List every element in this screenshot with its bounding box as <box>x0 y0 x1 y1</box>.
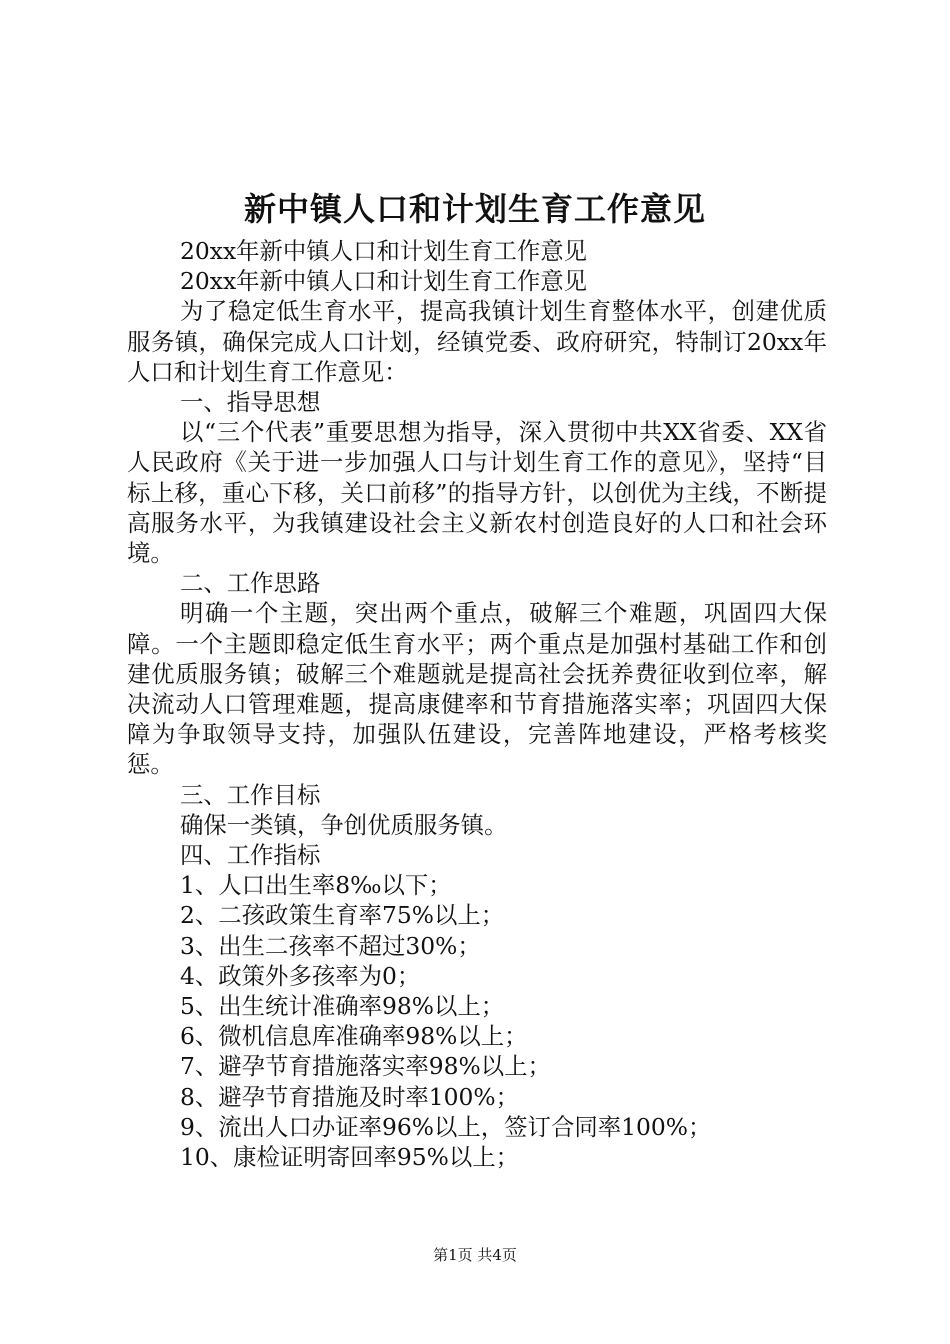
list-item: 1、人口出生率8‰以下； <box>180 871 452 900</box>
list-item: 9、流出人口办证率96%以上，签订合同率100%； <box>180 1112 712 1141</box>
section-heading: 二、工作思路 <box>180 569 321 598</box>
body-paragraph: 以“三个代表”重要思想为指导，深入贯彻中共XX省委、XX省人民政府《关于进一步加强人口与计划生育工作的意见》，坚持“目标上移，重心下移，关口前移”的指导方针，以创优为主线，不断提高服务水平，为我镇建设社会主义新农村创造良好的人口和社会环境。 <box>127 418 827 568</box>
list-item: 5、出生统计准确率98%以上； <box>180 992 505 1021</box>
intro-paragraph: 为了稳定低生育水平，提高我镇计划生育整体水平，创建优质服务镇，确保完成人口计划，经镇党委、政府研究，特制订20xx年人口和计划生育工作意见： <box>127 297 827 386</box>
list-item: 3、出生二孩率不超过30%； <box>180 931 481 960</box>
list-item: 10、康检证明寄回率95%以上； <box>180 1143 520 1172</box>
list-item: 4、政策外多孩率为0； <box>180 961 421 990</box>
body-paragraph: 明确一个主题，突出两个重点，破解三个难题，巩固四大保障。一个主题即稳定低生育水平；两个重点是加强村基础工作和创建优质服务镇；破解三个难题就是提高社会抚养费征收到位率，解决流动人口管理难题，提高康健率和节育措施落实率；巩固四大保障为争取领导支持，加强队伍建设，完善阵地建设，严格考核奖惩。 <box>127 599 827 779</box>
subtitle-line: 20xx年新中镇人口和计划生育工作意见 <box>180 237 588 265</box>
subtitle-line: 20xx年新中镇人口和计划生育工作意见 <box>180 267 588 296</box>
section-heading: 三、工作目标 <box>180 780 321 809</box>
list-item: 8、避孕节育措施及时率100%； <box>180 1082 520 1111</box>
document-body <box>127 236 827 1172</box>
list-item: 6、微机信息库准确率98%以上； <box>180 1022 528 1051</box>
section-heading: 一、指导思想 <box>180 388 321 417</box>
document-title: 新中镇人口和计划生育工作意见 <box>243 190 706 228</box>
section-heading: 四、工作指标 <box>180 841 321 870</box>
list-item: 2、二孩政策生育率75%以上； <box>180 901 505 930</box>
body-paragraph: 确保一类镇，争创优质服务镇。 <box>180 810 508 839</box>
page-indicator: 第1页 共4页 <box>433 1246 517 1264</box>
list-item: 7、避孕节育措施落实率98%以上； <box>180 1052 551 1081</box>
